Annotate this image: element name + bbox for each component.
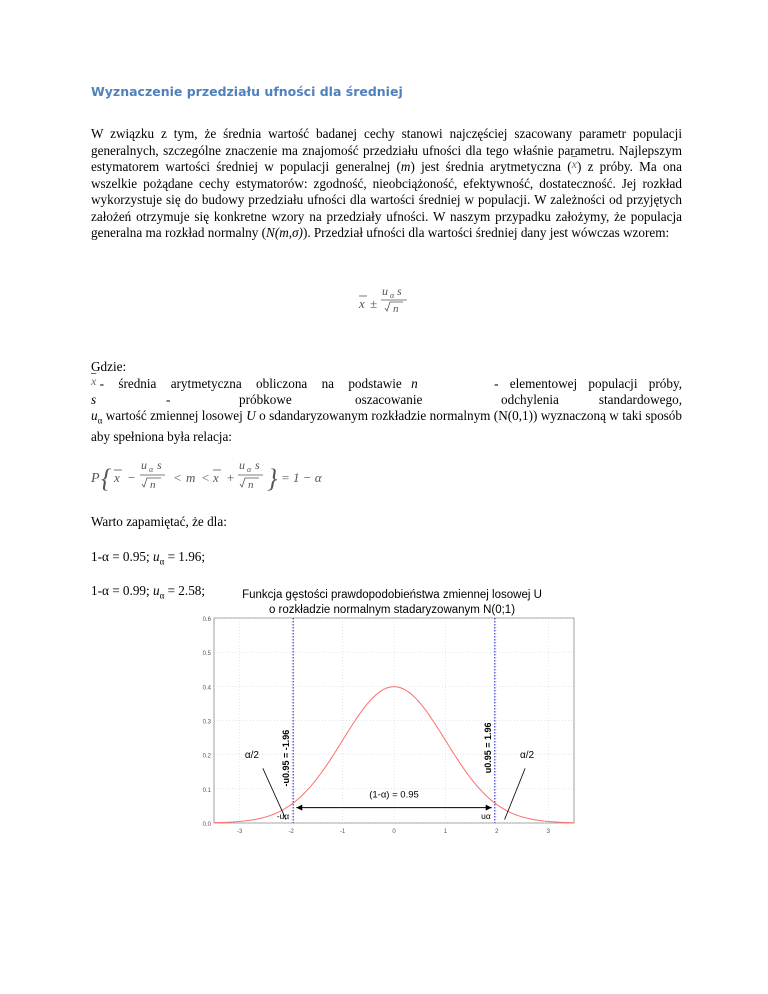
def1-n: n xyxy=(411,376,418,391)
left-line-label: -u0.95 = -1.96 xyxy=(281,729,292,787)
right-tail-label: α/2 xyxy=(520,750,535,762)
y-tick-label: 0.0 xyxy=(202,822,211,828)
intro-text-3: ) z próby. Ma ona wszelkie pożądane cechy estymatorów: zgodność, nieobciążoność, efektywność, dostateczność. Jej rozkład wykorzystuje się do budowy przedziału ufności dla wartości średniej w populacji. W zależności od przyjętych założeń otrzymuje się konkretne wzory na przedziały ufności. W naszym przypadku założymy, że populacja generalna ma rozkład normalny ( xyxy=(91,159,683,240)
formula2-plus: + xyxy=(226,470,235,485)
y-tick-label: 0.6 xyxy=(202,617,211,623)
y-tick-label: 0.3 xyxy=(202,719,211,726)
formula2-lt2: < xyxy=(201,470,210,485)
intro-text-2: ) jest średnia arytmetyczna ( xyxy=(410,159,572,174)
x-tick-label: 0 xyxy=(392,829,396,835)
right-u-label: uα xyxy=(481,811,491,821)
def2-dash: - xyxy=(166,392,171,407)
confidence-interval-formula xyxy=(355,278,415,316)
formula1-u: u xyxy=(382,284,388,298)
def3-text2: o sdandaryzowanym rozkładzie normalnym (N(0,1)) wyznaczoną w taki sposób aby spełniona była relacja: xyxy=(91,408,682,445)
formula1-pm: ± xyxy=(370,296,378,311)
def3-sub: α xyxy=(97,415,103,426)
chart-title-line1: Funkcja gęstości prawdopodobieństwa zmiennej losowej U xyxy=(242,589,542,601)
intro-text-1: W związku z tym, że średnia wartość badanej cechy stanowi najczęściej szacowany parametr populacji generalnych, szczególne znaczenie ma znajomość przedziału ufności dla tego właśnie parametru. Najlepszym estymatorem wartości średniej w populacji generalnej ( xyxy=(91,126,682,174)
y-tick-label: 0.2 xyxy=(202,753,211,760)
formula2-rhs: = 1 − α xyxy=(281,470,322,485)
formula2-s1: s xyxy=(157,458,162,472)
def2-word2: oszacowanie xyxy=(355,392,423,407)
def3-U: U xyxy=(246,408,256,423)
normal-distribution-chart xyxy=(196,583,582,845)
formula2-lt1: < xyxy=(173,470,182,485)
def1-text: - średnia arytmetyczna obliczona na podstawie xyxy=(99,376,402,391)
formula2-s2: s xyxy=(255,458,260,472)
formula1-xbar: x xyxy=(359,296,365,311)
formula2-n1: n xyxy=(150,479,156,491)
formula2-u1: u xyxy=(141,458,147,472)
var-m: m xyxy=(400,159,411,174)
svg-text:{: { xyxy=(101,464,112,493)
xbar-symbol: $\overline{x}$ xyxy=(571,157,577,171)
def2-word1: próbkowe xyxy=(239,392,292,407)
def2-word3: odchylenia xyxy=(501,392,559,407)
formula2-xbar1: x xyxy=(114,470,120,485)
formula1-sub: α xyxy=(390,291,395,300)
svg-text:}: } xyxy=(267,464,278,493)
left-u-label: -uα xyxy=(276,811,290,821)
formula2-P: P xyxy=(91,471,100,486)
right-line-label: u0.95 = 1.96 xyxy=(482,722,493,774)
def1-rest: - elementowej populacji próby, xyxy=(494,376,682,391)
def3-symbol: u xyxy=(91,408,98,423)
x-tick-label: 2 xyxy=(495,829,499,835)
y-tick-label: 0.1 xyxy=(202,787,211,794)
remember-note: Warto zapamiętać, że dla: xyxy=(91,514,227,529)
def2-word4: standardowego, xyxy=(598,392,682,407)
formula2-sub2: α xyxy=(247,465,252,474)
x-tick-label: -2 xyxy=(288,829,294,835)
y-tick-label: 0.4 xyxy=(202,685,211,692)
formula2-m: m xyxy=(186,470,196,485)
case-095: 1-α = 0.95; $u_\alpha = 1.96$; xyxy=(91,549,206,567)
definition-xbar xyxy=(91,376,682,392)
def2-symbol: s xyxy=(91,392,97,407)
formula1-n: n xyxy=(393,303,399,315)
gdzie-label: Gdzie: xyxy=(91,359,127,374)
case-099: 1-α = 0.99; $u_\alpha = 2.58$; xyxy=(91,583,206,601)
formula2-minus: − xyxy=(127,470,136,485)
x-tick-label: 1 xyxy=(443,829,448,835)
formula1-s: s xyxy=(397,284,402,298)
chart-title-line2: o rozkładzie normalnym stadaryzowanym N(0;1) xyxy=(268,604,516,616)
section-heading: Wyznaczenie przedziału ufności dla średniej xyxy=(91,84,403,99)
x-tick-label: 3 xyxy=(546,829,550,835)
formula2-n2: n xyxy=(248,479,254,491)
interval-label: (1-α) = 0.95 xyxy=(369,789,419,801)
formula2-u2: u xyxy=(239,458,245,472)
x-tick-label: -3 xyxy=(237,829,243,835)
x-tick-label: -1 xyxy=(339,829,346,835)
formula2-xbar2: x xyxy=(213,470,219,485)
intro-text-4: ). Przedział ufności dla wartości średniej dany jest wówczas wzorem: xyxy=(302,225,670,240)
left-tail-label: α/2 xyxy=(244,750,259,762)
def3-text: wartość zmiennej losowej xyxy=(102,408,247,423)
dist-notation: N(m,σ) xyxy=(266,225,303,240)
y-tick-label: 0.5 xyxy=(202,651,211,658)
formula2-sub1: α xyxy=(149,465,154,474)
definition-u xyxy=(91,408,682,446)
probability-relation-formula xyxy=(91,454,331,496)
def1-symbol: $\overline{x}$ xyxy=(91,374,97,388)
intro-paragraph xyxy=(91,126,682,242)
